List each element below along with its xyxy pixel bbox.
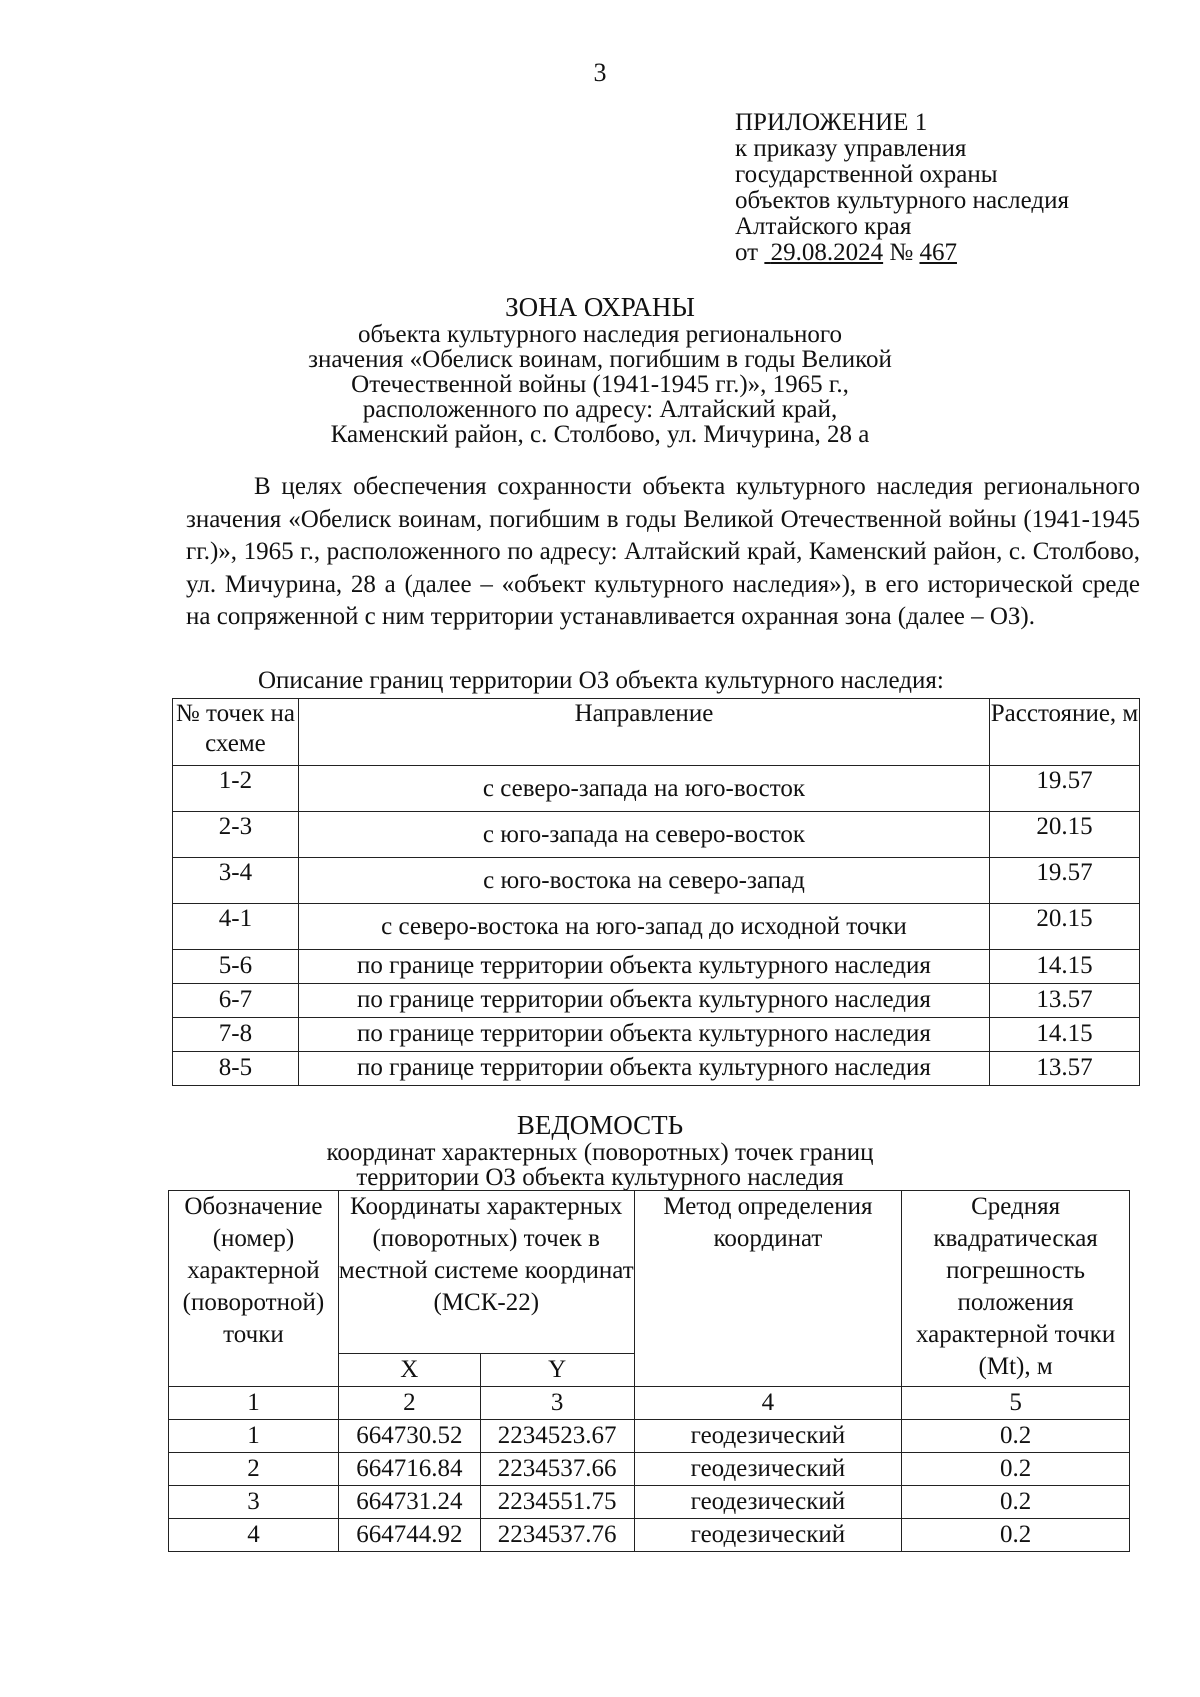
zone-subtitle-line: объекта культурного наследия регионального: [358, 321, 842, 348]
coordinates-table: [168, 1190, 1130, 1552]
table-row: [173, 812, 1140, 858]
column-number: 4: [634, 1387, 902, 1420]
appendix-block: [735, 110, 1069, 266]
boundaries-caption: Описание границ территории ОЗ объекта культурного наследия:: [258, 667, 944, 694]
vedomost-subtitle-line: территории ОЗ объекта культурного наследия: [356, 1164, 844, 1191]
table-row: [169, 1453, 1130, 1486]
cell-distance: 14.15: [990, 950, 1140, 984]
cell-points: 4-1: [173, 904, 299, 950]
zone-subtitle-line: значения «Обелиск воинам, погибшим в годы Великой: [308, 346, 892, 373]
appendix-date-line: [735, 240, 1069, 266]
page-number: 3: [593, 58, 607, 87]
cell-error: 0.2: [902, 1453, 1130, 1486]
cell-direction: по границе территории объекта культурного наследия: [298, 950, 989, 984]
zone-title: ЗОНА ОХРАНЫ: [505, 292, 695, 322]
cell-distance: 19.57: [990, 766, 1140, 812]
cell-points: 5-6: [173, 950, 299, 984]
table-row: [173, 766, 1140, 812]
cell-method: геодезический: [634, 1453, 902, 1486]
table-row: [173, 984, 1140, 1018]
vedomost-subtitle: [0, 1140, 1200, 1190]
cell-direction: с северо-запада на юго-восток: [298, 766, 989, 812]
appendix-title: ПРИЛОЖЕНИЕ 1: [735, 109, 928, 136]
table-row: [173, 904, 1140, 950]
cell-y: 2234537.76: [480, 1519, 634, 1552]
table-row: [173, 1052, 1140, 1086]
cell-method: геодезический: [634, 1519, 902, 1552]
cell-points: 7-8: [173, 1018, 299, 1052]
cell-points: 3-4: [173, 858, 299, 904]
cell-direction: с юго-запада на северо-восток: [298, 812, 989, 858]
table-row: [173, 1018, 1140, 1052]
column-number: 3: [480, 1387, 634, 1420]
column-number: 5: [902, 1387, 1130, 1420]
table-row: [169, 1486, 1130, 1519]
zone-subtitle: [0, 322, 1200, 447]
date-prefix: от: [735, 239, 759, 266]
cell-method: геодезический: [634, 1420, 902, 1453]
number-prefix: №: [889, 239, 914, 266]
header-direction: Направление: [298, 699, 989, 766]
header-coords: Координаты характерных (поворотных) точек в местной системе координат (МСК-22): [338, 1191, 634, 1354]
cell-distance: 13.57: [990, 1052, 1140, 1086]
table-row: [173, 950, 1140, 984]
cell-points: 1-2: [173, 766, 299, 812]
cell-distance: 20.15: [990, 904, 1140, 950]
intro-paragraph: В целях обеспечения сохранности объекта культурного наследия регионального значения «Обелиск воинам, погибшим в годы Великой Отечественной войны (1941-1945 гг.)», 1965 г., расположенного по адресу: Алтайский край, Каменский район, с. Столбово, ул. Мичурина, 28 а (далее – «объект культурного наследия»), в его исторической среде на сопряженной с ним территории устанавливается охранная зона (далее – ОЗ).: [186, 473, 1140, 630]
zone-subtitle-line: Отечественной войны (1941-1945 гг.)», 1965 г.,: [351, 371, 849, 398]
order-number: 467: [919, 239, 957, 266]
cell-x: 664744.92: [338, 1519, 480, 1552]
cell-distance: 13.57: [990, 984, 1140, 1018]
table-row: [173, 858, 1140, 904]
cell-x: 664731.24: [338, 1486, 480, 1519]
header-points: № точек на схеме: [173, 699, 299, 766]
cell-distance: 19.57: [990, 858, 1140, 904]
appendix-line: Алтайского края: [735, 213, 912, 240]
cell-distance: 20.15: [990, 812, 1140, 858]
cell-error: 0.2: [902, 1420, 1130, 1453]
zone-subtitle-line: Каменский район, с. Столбово, ул. Мичурина, 28 а: [330, 421, 870, 448]
header-x: X: [338, 1354, 480, 1387]
cell-point: 1: [169, 1420, 339, 1453]
appendix-line: объектов культурного наследия: [735, 187, 1069, 214]
table-row: [169, 1420, 1130, 1453]
header-distance: Расстояние, м: [990, 699, 1140, 766]
column-number-row: [169, 1387, 1130, 1420]
cell-direction: по границе территории объекта культурного наследия: [298, 1052, 989, 1086]
header-point: Обозначение (номер) характерной (поворотной) точки: [169, 1191, 339, 1387]
column-number: 2: [338, 1387, 480, 1420]
order-date: 29.08.2024: [770, 239, 884, 266]
cell-point: 4: [169, 1519, 339, 1552]
table-row: [169, 1519, 1130, 1552]
table-header-row: [173, 699, 1140, 766]
cell-direction: с юго-востока на северо-запад: [298, 858, 989, 904]
header-y: Y: [480, 1354, 634, 1387]
appendix-line: государственной охраны: [735, 161, 998, 188]
cell-x: 664730.52: [338, 1420, 480, 1453]
cell-error: 0.2: [902, 1519, 1130, 1552]
cell-distance: 14.15: [990, 1018, 1140, 1052]
boundaries-table: [172, 698, 1140, 1086]
cell-error: 0.2: [902, 1486, 1130, 1519]
cell-y: 2234551.75: [480, 1486, 634, 1519]
cell-method: геодезический: [634, 1486, 902, 1519]
cell-point: 2: [169, 1453, 339, 1486]
cell-points: 8-5: [173, 1052, 299, 1086]
cell-direction: по границе территории объекта культурного наследия: [298, 984, 989, 1018]
header-error: Средняя квадратическая погрешность положения характерной точки (Mt), м: [902, 1191, 1130, 1387]
cell-direction: по границе территории объекта культурного наследия: [298, 1018, 989, 1052]
cell-x: 664716.84: [338, 1453, 480, 1486]
cell-point: 3: [169, 1486, 339, 1519]
vedomost-title: ВЕДОМОСТЬ: [516, 1110, 684, 1140]
cell-y: 2234537.66: [480, 1453, 634, 1486]
zone-subtitle-line: расположенного по адресу: Алтайский край,: [362, 396, 838, 423]
cell-points: 2-3: [173, 812, 299, 858]
column-number: 1: [169, 1387, 339, 1420]
header-method: Метод определения координат: [634, 1191, 902, 1387]
cell-points: 6-7: [173, 984, 299, 1018]
cell-direction: с северо-востока на юго-запад до исходной точки: [298, 904, 989, 950]
vedomost-subtitle-line: координат характерных (поворотных) точек границ: [326, 1139, 874, 1166]
appendix-line: к приказу управления: [735, 135, 967, 162]
cell-y: 2234523.67: [480, 1420, 634, 1453]
table-header-row: [169, 1191, 1130, 1354]
